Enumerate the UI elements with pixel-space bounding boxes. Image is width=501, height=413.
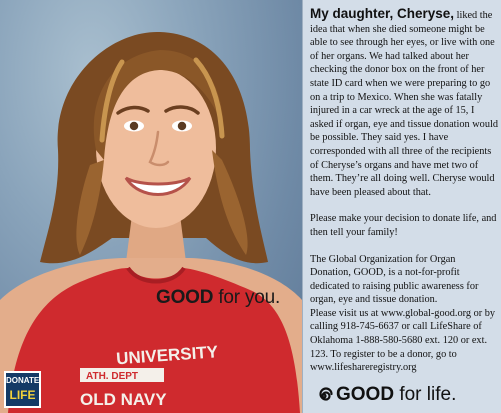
ad-copy [310, 7, 498, 375]
tagline-rest: for you. [213, 287, 281, 308]
shirt-brand-text: OLD NAVY [80, 390, 167, 409]
text-panel [302, 0, 501, 413]
about-paragraph: The Global Organization for Organ Donation, GOOD, is a not-for-profit dedicated to raising public awareness for organ, eye and tissue donation. [310, 253, 479, 306]
swirl-icon [314, 386, 334, 406]
appeal-paragraph: Please make your decision to donate life, and then tell your family! [310, 213, 497, 238]
footer-rest: for life. [394, 384, 457, 405]
lead-in: My daughter, Cheryse, [310, 6, 455, 21]
footer-good-word: GOOD [336, 384, 395, 405]
good-for-you-tagline [156, 287, 280, 309]
shirt-dept-text: ATH. DEPT [86, 371, 139, 382]
contact-paragraph: Please visit us at www.global-good.org or by calling 918-745-6637 or call LifeShare of Oklahoma 1-888-580-5680 ext. 120 or ext. 123. To register to be a donor, go to www.lifeshareregistry.org [310, 307, 496, 374]
donate-life-logo [4, 371, 41, 408]
good-for-life-text [336, 384, 456, 406]
logo-donate-text: DONATE [6, 376, 40, 385]
tagline-good-word: GOOD [156, 287, 214, 308]
shirt-university-text: UNIVERSITY [115, 342, 219, 369]
story-text: liked the idea that when she died someone might be able to see through her eyes, or live with one of her organs. We had talked about her checking the donor box on the front of her state ID card when we were preparing to go on a trip to Mexico. When she was fatally injured in a car wreck at the age of 15, I asked if organ, eye and tissue donation would be possible. They said yes. I have corresponded with all three of the recipients of Cheryse’s organs and have met two of them. They’re all doing well. Cheryse would have been pleased about that. [310, 10, 498, 198]
story-paragraph [310, 7, 498, 199]
logo-life-text: LIFE [9, 388, 36, 402]
